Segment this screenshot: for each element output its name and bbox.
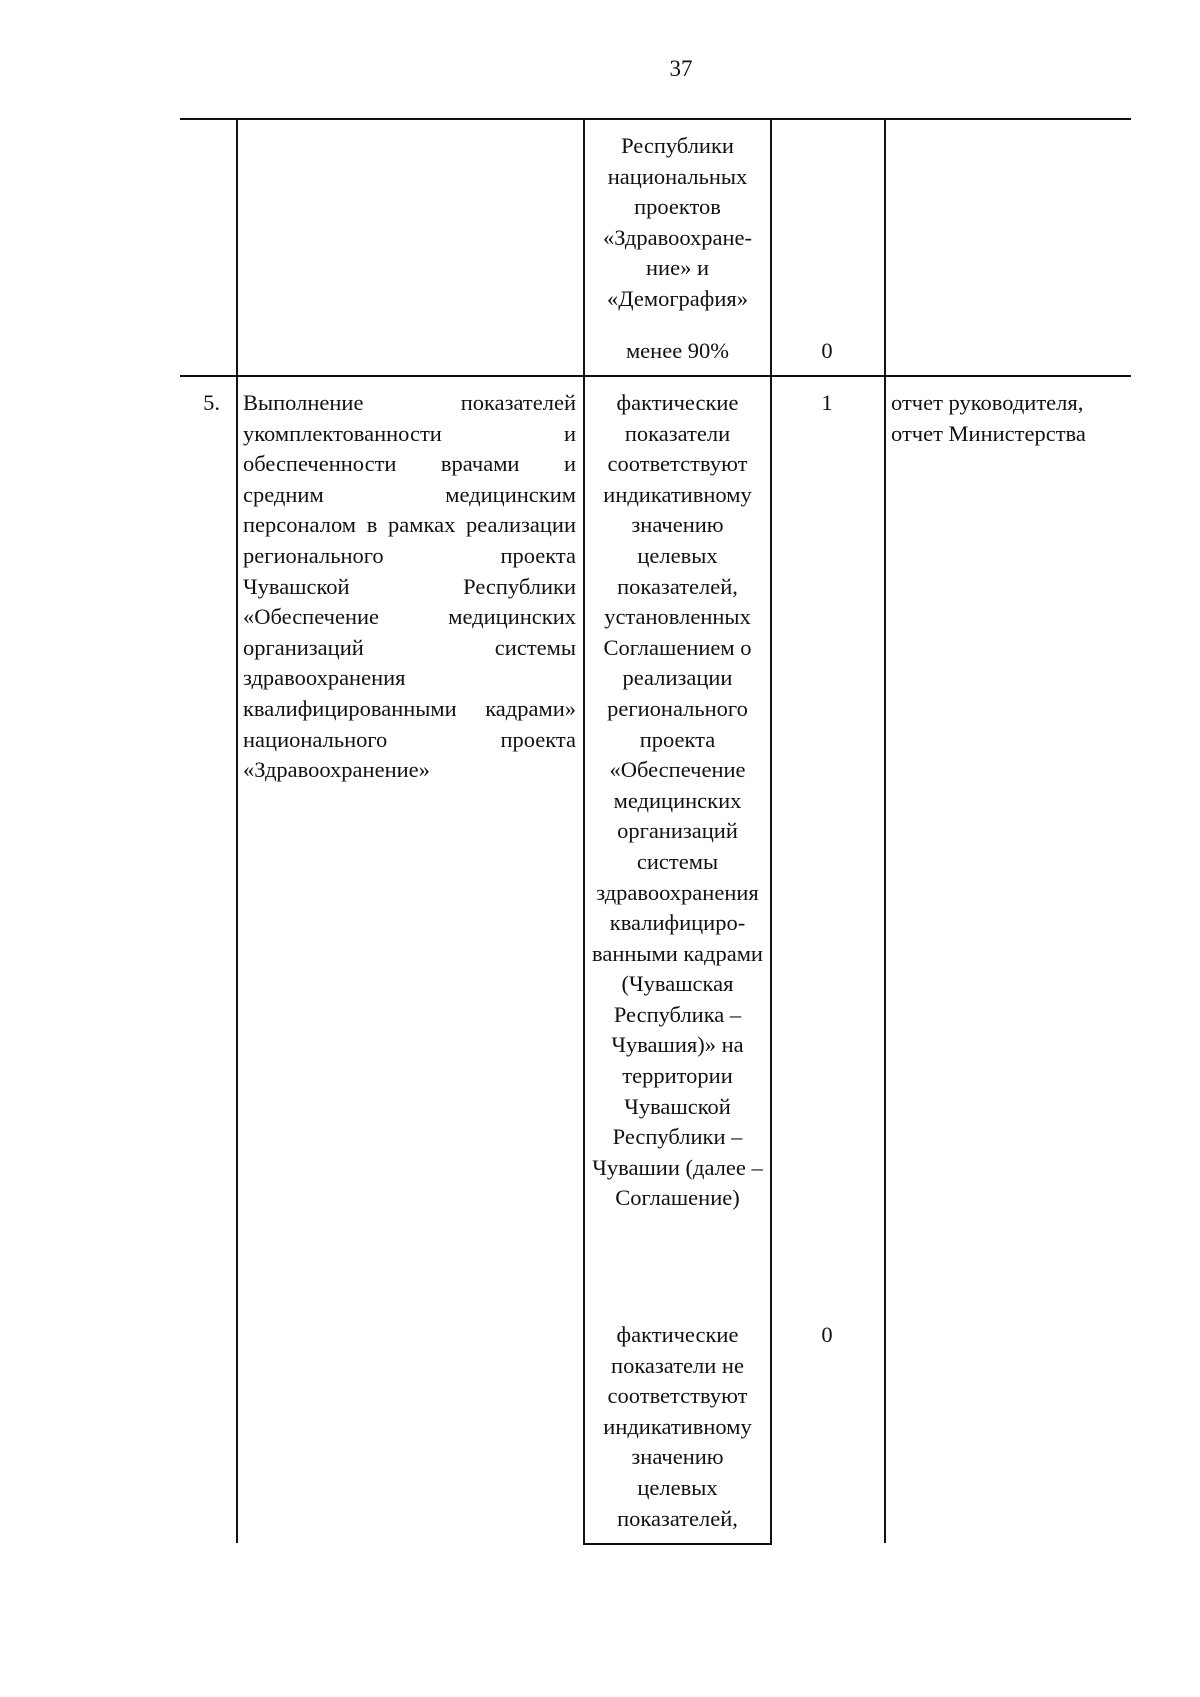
criteria-bottom-border [583,1543,772,1545]
table-top-border [180,118,1131,120]
criteria-text: фактические показатели не соответствуют индикативному значению целевых показателей, [603,1322,752,1531]
criteria-score: 0 [821,1322,833,1347]
column-divider-4 [884,118,886,1543]
criteria-text: менее 90% [625,338,730,363]
column-divider-2 [583,118,585,1543]
indicator-text: Выполнение показателей укомплектованности и обеспеченности врачами и средним медицинским персоналом в рамках реализации регионального проекта Чувашской Республики «Обеспечение медицинских организаций системы здравоохранения квалифицированными кадрами» национального проекта «Здравоохранение» [243,390,576,783]
page-number: 37 [669,56,693,81]
criteria-score: 1 [821,390,833,415]
source-text: отчет руководителя, отчет Министерства [891,390,1086,446]
criteria-text: фактические показатели соответствуют индикативному значению целевых показателей, установленных Соглашением о реализации регионального проекта «Обеспечение медицинских организаций системы здравоохранения квалифицированными кадрами (Чувашская Республика – Чувашия)» на территории Чувашской Республики – Чувашии (далее – Соглашение) [592,390,763,1211]
column-divider-1 [236,118,238,1543]
criteria-score: 0 [821,338,833,363]
row-divider [180,375,1131,377]
criteria-text: Республики национальных проектов «Здравоохранение» и «Демография» [602,133,753,311]
row-number: 5. [203,390,220,415]
